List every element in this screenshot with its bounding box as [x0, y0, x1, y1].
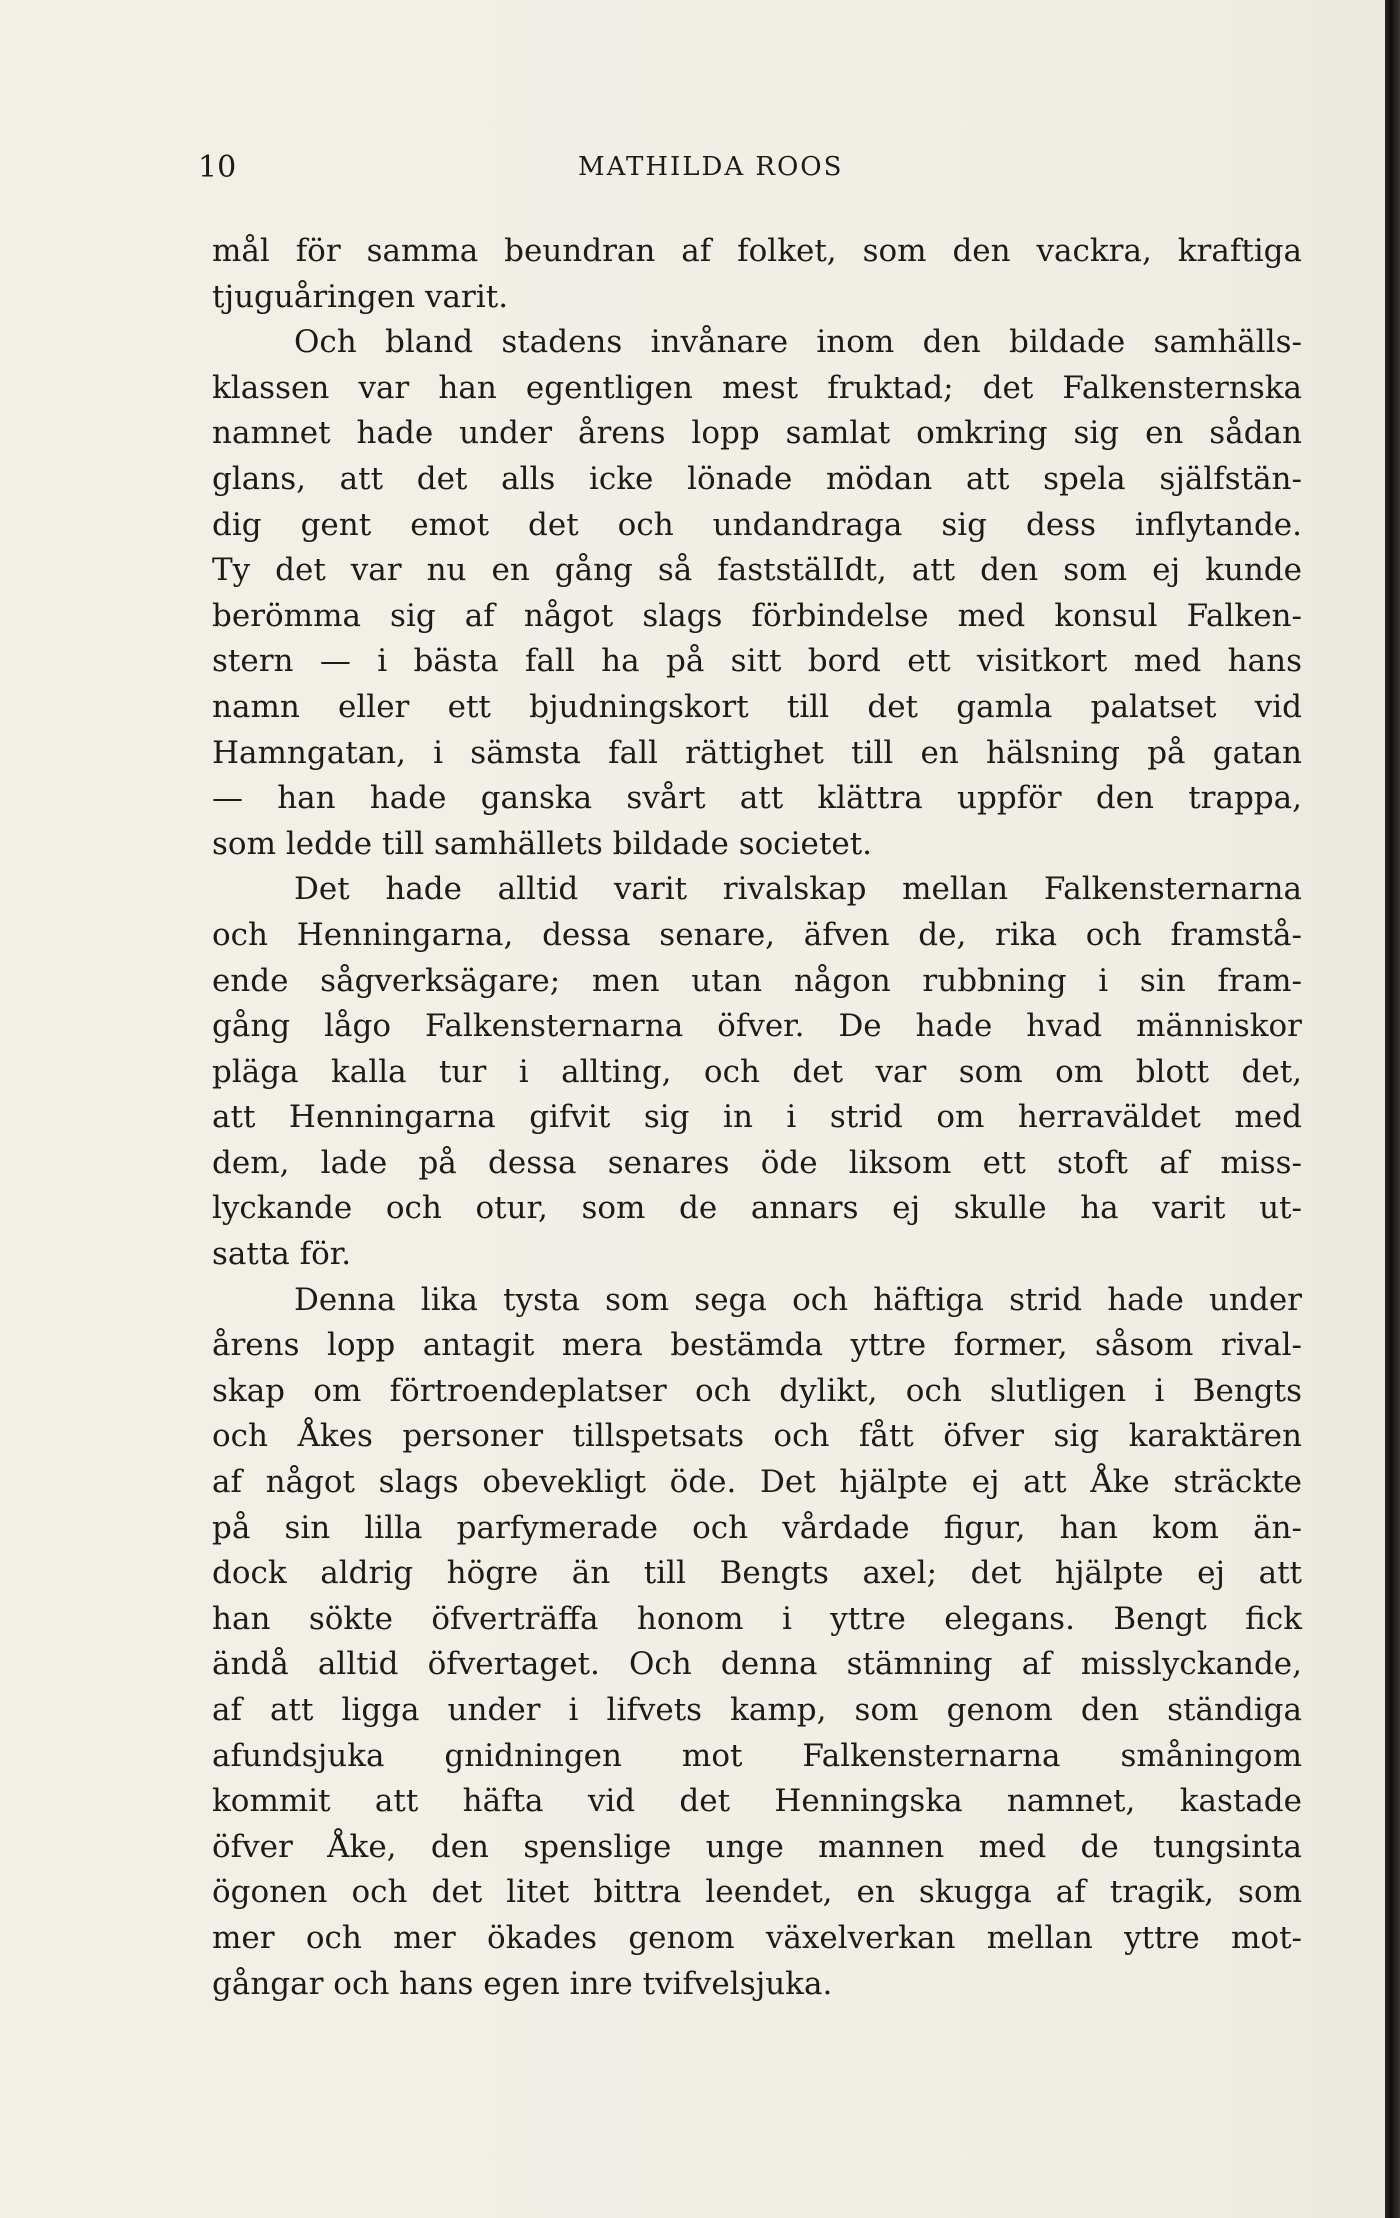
- text-line: berömma sig af något slags förbindelse med konsul Falken-: [212, 597, 1302, 634]
- text-line: dig gent emot det och undandraga sig dess inflytande.: [212, 506, 1302, 543]
- body-text: [212, 229, 1302, 2007]
- text-line: att Henningarna gifvit sig in i strid om herraväldet med: [212, 1099, 1302, 1136]
- text-line: namnet hade under årens lopp samlat omkring sig en sådan: [212, 415, 1302, 452]
- running-head: [198, 150, 1292, 190]
- text-line: namn eller ett bjudningskort till det gamla palatset vid: [212, 688, 1302, 725]
- text-line: afundsjuka gnidningen mot Falkensternarna småningom: [212, 1737, 1302, 1774]
- text-line: mål för samma beundran af folket, som den vackra, kraftiga: [212, 233, 1302, 269]
- text-line: mer och mer ökades genom växelverkan mellan yttre mot-: [212, 1919, 1302, 1956]
- text-line: af något slags obevekligt öde. Det hjälpte ej att Åke sträckte: [212, 1464, 1302, 1501]
- text-line: af att ligga under i lifvets kamp, som genom den ständiga: [212, 1692, 1302, 1728]
- text-line: Ty det var nu en gång så faststälIdt, att den som ej kunde: [212, 552, 1302, 589]
- text-line: tjuguåringen varit.: [212, 278, 509, 315]
- text-line: som ledde till samhällets bildade societet.: [212, 825, 873, 862]
- text-line: han sökte öfverträffa honom i yttre elegans. Bengt fick: [212, 1600, 1302, 1637]
- text-line: stern — i bästa fall ha på sitt bord ett visitkort med hans: [212, 643, 1302, 680]
- text-line: kommit att häfta vid det Henningska namnet, kastade: [212, 1783, 1302, 1820]
- page-number: 10: [198, 150, 237, 185]
- text-line: och Åkes personer tillspetsats och fått öfver sig karaktären: [212, 1418, 1302, 1455]
- text-line: Det hade alltid varit rivalskap mellan Falkensternarna: [294, 871, 1302, 908]
- text-line: gångar och hans egen inre tvifvelsjuka.: [212, 1965, 833, 2002]
- page-binding-edge: [1385, 0, 1400, 2218]
- text-line: ändå alltid öfvertaget. Och denna stämning af misslyckande,: [212, 1646, 1302, 1683]
- text-line: dem, lade på dessa senares öde liksom ett stoft af miss-: [212, 1144, 1302, 1181]
- text-line: pläga kalla tur i allting, och det var som om blott det,: [212, 1053, 1302, 1090]
- text-line: skap om förtroendeplatser och dylikt, och slutligen i Bengts: [212, 1372, 1302, 1409]
- text-line: Hamngatan, i sämsta fall rättighet till en hälsning på gatan: [212, 734, 1302, 771]
- text-line: ögonen och det litet bittra leendet, en skugga af tragik, som: [212, 1874, 1302, 1911]
- text-line: på sin lilla parfymerade och vårdade figur, han kom än-: [212, 1509, 1302, 1546]
- text-line: ende sågverksägare; men utan någon rubbning i sin fram-: [212, 962, 1302, 999]
- text-line: satta för.: [212, 1236, 352, 1273]
- text-line: lyckande och otur, som de annars ej skulle ha varit ut-: [212, 1190, 1302, 1227]
- text-line: Denna lika tysta som sega och häftiga strid hade under: [294, 1281, 1302, 1318]
- text-line: klassen var han egentligen mest fruktad; det Falkensternska: [212, 369, 1302, 406]
- text-line: glans, att det alls icke lönade mödan att spela själfstän-: [212, 460, 1302, 497]
- text-line: årens lopp antagit mera bestämda yttre former, såsom rival-: [212, 1327, 1302, 1364]
- text-line: öfver Åke, den spenslige unge mannen med de tungsinta: [212, 1828, 1302, 1865]
- text-line: gång lågo Falkensternarna öfver. De hade hvad människor: [212, 1008, 1302, 1045]
- text-line: — han hade ganska svårt att klättra uppför den trappa,: [212, 780, 1302, 817]
- text-line: och Henningarna, dessa senare, äfven de, rika och framstå-: [212, 916, 1302, 953]
- running-title: MATHILDA ROOS: [578, 152, 844, 182]
- text-line: Och bland stadens invånare inom den bildade samhälls-: [294, 324, 1302, 361]
- text-line: dock aldrig högre än till Bengts axel; det hjälpte ej att: [212, 1555, 1302, 1592]
